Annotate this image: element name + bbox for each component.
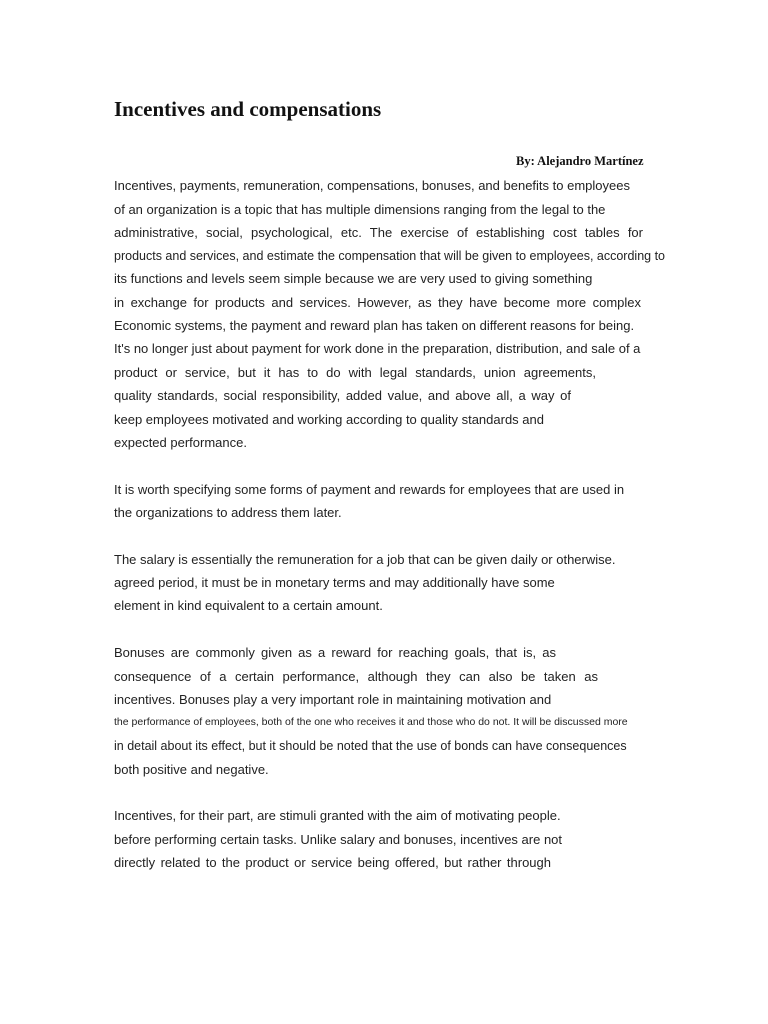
body-line: Incentives, for their part, are stimuli granted with the aim of motivating people. <box>114 808 561 823</box>
body-line: The salary is essentially the remuneration for a job that can be given daily or otherwise. <box>114 552 616 567</box>
body-line: quality standards, social responsibility, added value, and above all, a way of <box>114 388 571 403</box>
body-line: Incentives, payments, remuneration, compensations, bonuses, and benefits to employees <box>114 178 630 193</box>
body-line: of an organization is a topic that has multiple dimensions ranging from the legal to the <box>114 202 606 217</box>
body-line: incentives. Bonuses play a very important role in maintaining motivation and <box>114 692 552 707</box>
body-line: both positive and negative. <box>114 762 269 777</box>
body-line: Economic systems, the payment and reward plan has taken on different reasons for being. <box>114 318 635 333</box>
body-line: Bonuses are commonly given as a reward for reaching goals, that is, as <box>114 645 556 660</box>
body-line: expected performance. <box>114 435 247 450</box>
author-byline: By: Alejandro Martínez <box>516 154 644 168</box>
body-line: in detail about its effect, but it should be noted that the use of bonds can have consequences <box>114 739 627 753</box>
body-line: element in kind equivalent to a certain amount. <box>114 598 383 613</box>
body-line: before performing certain tasks. Unlike salary and bonuses, incentives are not <box>114 832 563 847</box>
body-line: its functions and levels seem simple because we are very used to giving something <box>114 271 593 286</box>
body-line: agreed period, it must be in monetary terms and may additionally have some <box>114 575 555 590</box>
body-line: product or service, but it has to do with legal standards, union agreements, <box>114 365 596 380</box>
body-line: consequence of a certain performance, although they can also be taken as <box>114 669 598 684</box>
body-line: administrative, social, psychological, etc. The exercise of establishing cost tables for <box>114 225 643 240</box>
body-line: keep employees motivated and working according to quality standards and <box>114 412 544 427</box>
body-line: in exchange for products and services. However, as they have become more complex <box>114 295 641 310</box>
body-line: the organizations to address them later. <box>114 505 342 520</box>
body-line: It is worth specifying some forms of payment and rewards for employees that are used in <box>114 482 625 497</box>
body-line: products and services, and estimate the compensation that will be given to employees, according to <box>114 249 666 263</box>
document-title: Incentives and compensations <box>114 97 382 121</box>
body-line: the performance of employees, both of the one who receives it and those who do not. It will be discussed more <box>114 716 628 728</box>
body-line: directly related to the product or service being offered, but rather through <box>114 855 551 870</box>
body-line: It's no longer just about payment for work done in the preparation, distribution, and sale of a <box>114 341 641 356</box>
